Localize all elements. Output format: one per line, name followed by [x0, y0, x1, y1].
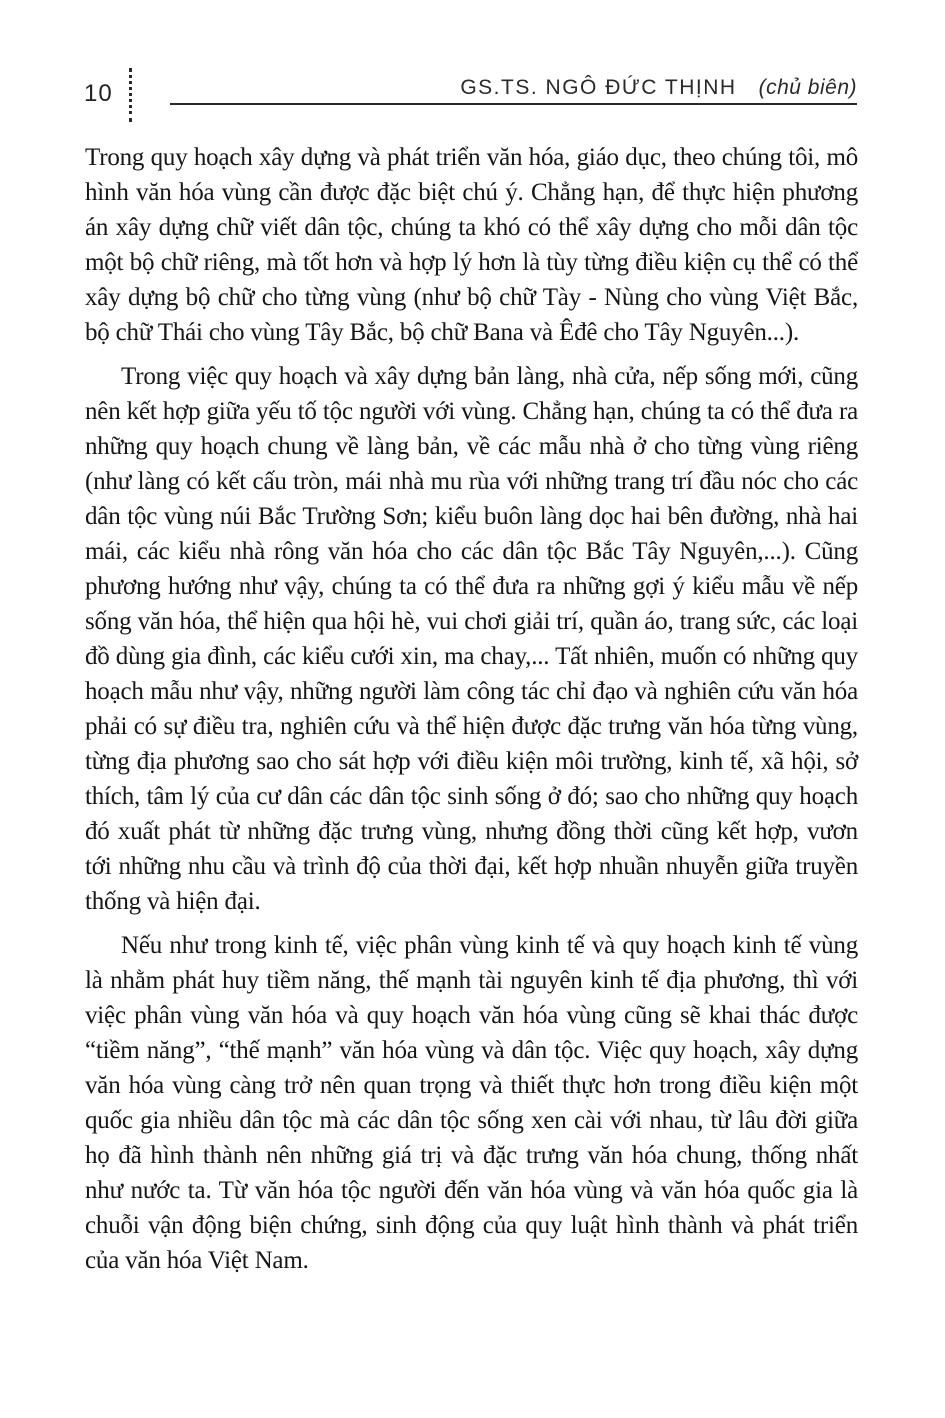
running-header-author: GS.TS. NGÔ ĐỨC THỊNH: [460, 76, 737, 99]
paragraph-1: Trong quy hoạch xây dựng và phát triển văn hóa, giáo dục, theo chúng tôi, mô hình văn hóa vùng cần được đặc biệt chú ý. Chẳng hạn, để thực hiện phương án xây dựng chữ viết dân tộc, chúng ta khó có thể xây dựng cho mỗi dân tộc một bộ chữ riêng, mà tốt hơn và hợp lý hơn là tùy từng điều kiện cụ thể có thể xây dựng bộ chữ cho từng vùng (như bộ chữ Tày - Nùng cho vùng Việt Bắc, bộ chữ Thái cho vùng Tây Bắc, bộ chữ Bana và Êđê cho Tây Nguyên...).: [85, 144, 858, 346]
paragraph-3: Nếu như trong kinh tế, việc phân vùng kinh tế và quy hoạch kinh tế vùng là nhằm phát huy tiềm năng, thế mạnh tài nguyên kinh tế địa phương, thì với việc phân vùng văn hóa và quy hoạch văn hóa vùng cũng sẽ khai thác được “tiềm năng”, “thế mạnh” văn hóa vùng và dân tộc. Việc quy hoạch, xây dựng văn hóa vùng càng trở nên quan trọng và thiết thực hơn trong điều kiện một quốc gia nhiều dân tộc mà các dân tộc sống xen cài với nhau, từ lâu đời giữa họ đã hình thành nên những giá trị và đặc trưng văn hóa chung, thống nhất như nước ta. Từ văn hóa tộc người đến văn hóa vùng và văn hóa quốc gia là chuỗi vận động biện chứng, sinh động của quy luật hình thành và phát triển của văn hóa Việt Nam.: [85, 932, 858, 1274]
page-number: 10: [84, 80, 113, 107]
paragraph-2: Trong việc quy hoạch và xây dựng bản làng, nhà cửa, nếp sống mới, cũng nên kết hợp giữa yếu tố tộc người với vùng. Chẳng hạn, chúng ta có thể đưa ra những quy hoạch chung về làng bản, về các mẫu nhà ở cho từng vùng riêng (như làng có kết cấu tròn, mái nhà mu rùa với những trang trí đầu nóc cho các dân tộc vùng núi Bắc Trường Sơn; kiểu buôn làng dọc hai bên đường, nhà hai mái, các kiểu nhà rông văn hóa cho các dân tộc Bắc Tây Nguyên,...). Cũng phương hướng như vậy, chúng ta có thể đưa ra những gợi ý kiểu mẫu về nếp sống văn hóa, thể hiện qua hội hè, vui chơi giải trí, quần áo, trang sức, các loại đồ dùng gia đình, các kiểu cưới xin, ma chay,... Tất nhiên, muốn có những quy hoạch mẫu như vậy, những người làm công tác chỉ đạo và nghiên cứu văn hóa phải có sự điều tra, nghiên cứu và thể hiện được đặc trưng văn hóa từng vùng, từng địa phương sao cho sát hợp với điều kiện môi trường, kinh tế, xã hội, sở thích, tâm lý của cư dân các dân tộc sinh sống ở đó; sao cho những quy hoạch đó xuất phát từ những đặc trưng vùng, nhưng đồng thời cũng kết hợp, vươn tới những nhu cầu và trình độ của thời đại, kết hợp nhuần nhuyễn giữa truyền thống và hiện đại.: [85, 363, 858, 915]
running-header-chief-editor: (chủ biên): [758, 76, 857, 99]
running-header: [460, 76, 857, 100]
header-divider-dotted-line: [129, 68, 132, 122]
body-text: [85, 140, 858, 1287]
header-rule: [170, 103, 857, 105]
